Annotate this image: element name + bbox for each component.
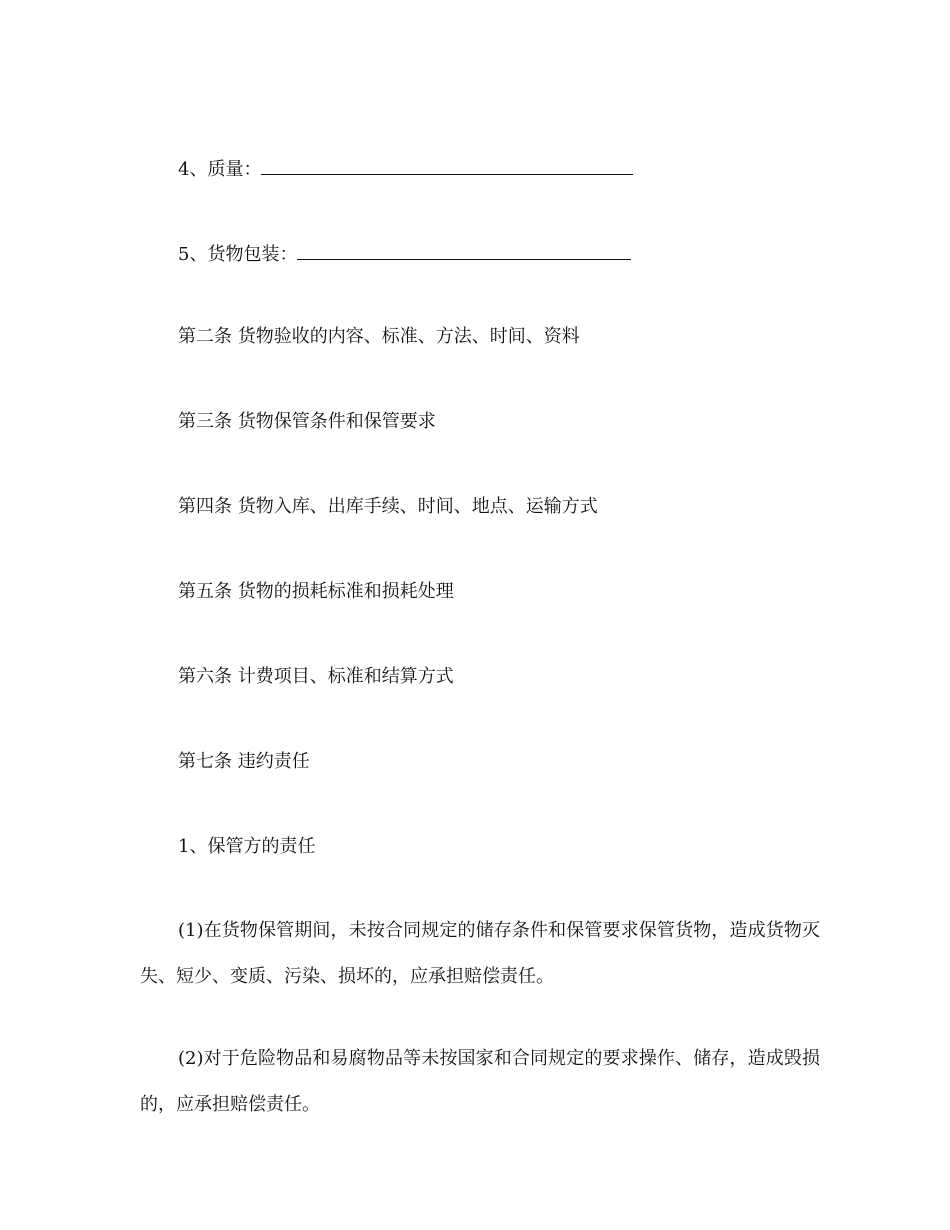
quality-line xyxy=(178,156,633,182)
quality-label: 4、质量： xyxy=(178,159,262,180)
article-3: 第三条 货物保管条件和保管要求 xyxy=(178,411,436,432)
article-5: 第五条 货物的损耗标准和损耗处理 xyxy=(178,581,454,602)
packaging-blank xyxy=(297,241,631,260)
paragraph-2: (2)对于危险物品和易腐物品等未按国家和合同规定的要求操作、储存，造成毁损的，应承担赔偿责任。 xyxy=(140,1048,820,1115)
paragraph-1: (1)在货物保管期间，未按合同规定的储存条件和保管要求保管货物，造成货物灭失、短少、变质、污染、损坏的，应承担赔偿责任。 xyxy=(140,920,820,987)
article-6: 第六条 计费项目、标准和结算方式 xyxy=(178,666,454,687)
packaging-label: 5、货物包装： xyxy=(178,244,298,265)
quality-blank xyxy=(261,156,633,175)
article-7: 第七条 违约责任 xyxy=(178,751,310,772)
article-4: 第四条 货物入库、出库手续、时间、地点、运输方式 xyxy=(178,496,598,517)
article-2: 第二条 货物验收的内容、标准、方法、时间、资料 xyxy=(178,326,580,347)
subheading: 1、保管方的责任 xyxy=(178,836,316,857)
packaging-line xyxy=(178,241,631,267)
